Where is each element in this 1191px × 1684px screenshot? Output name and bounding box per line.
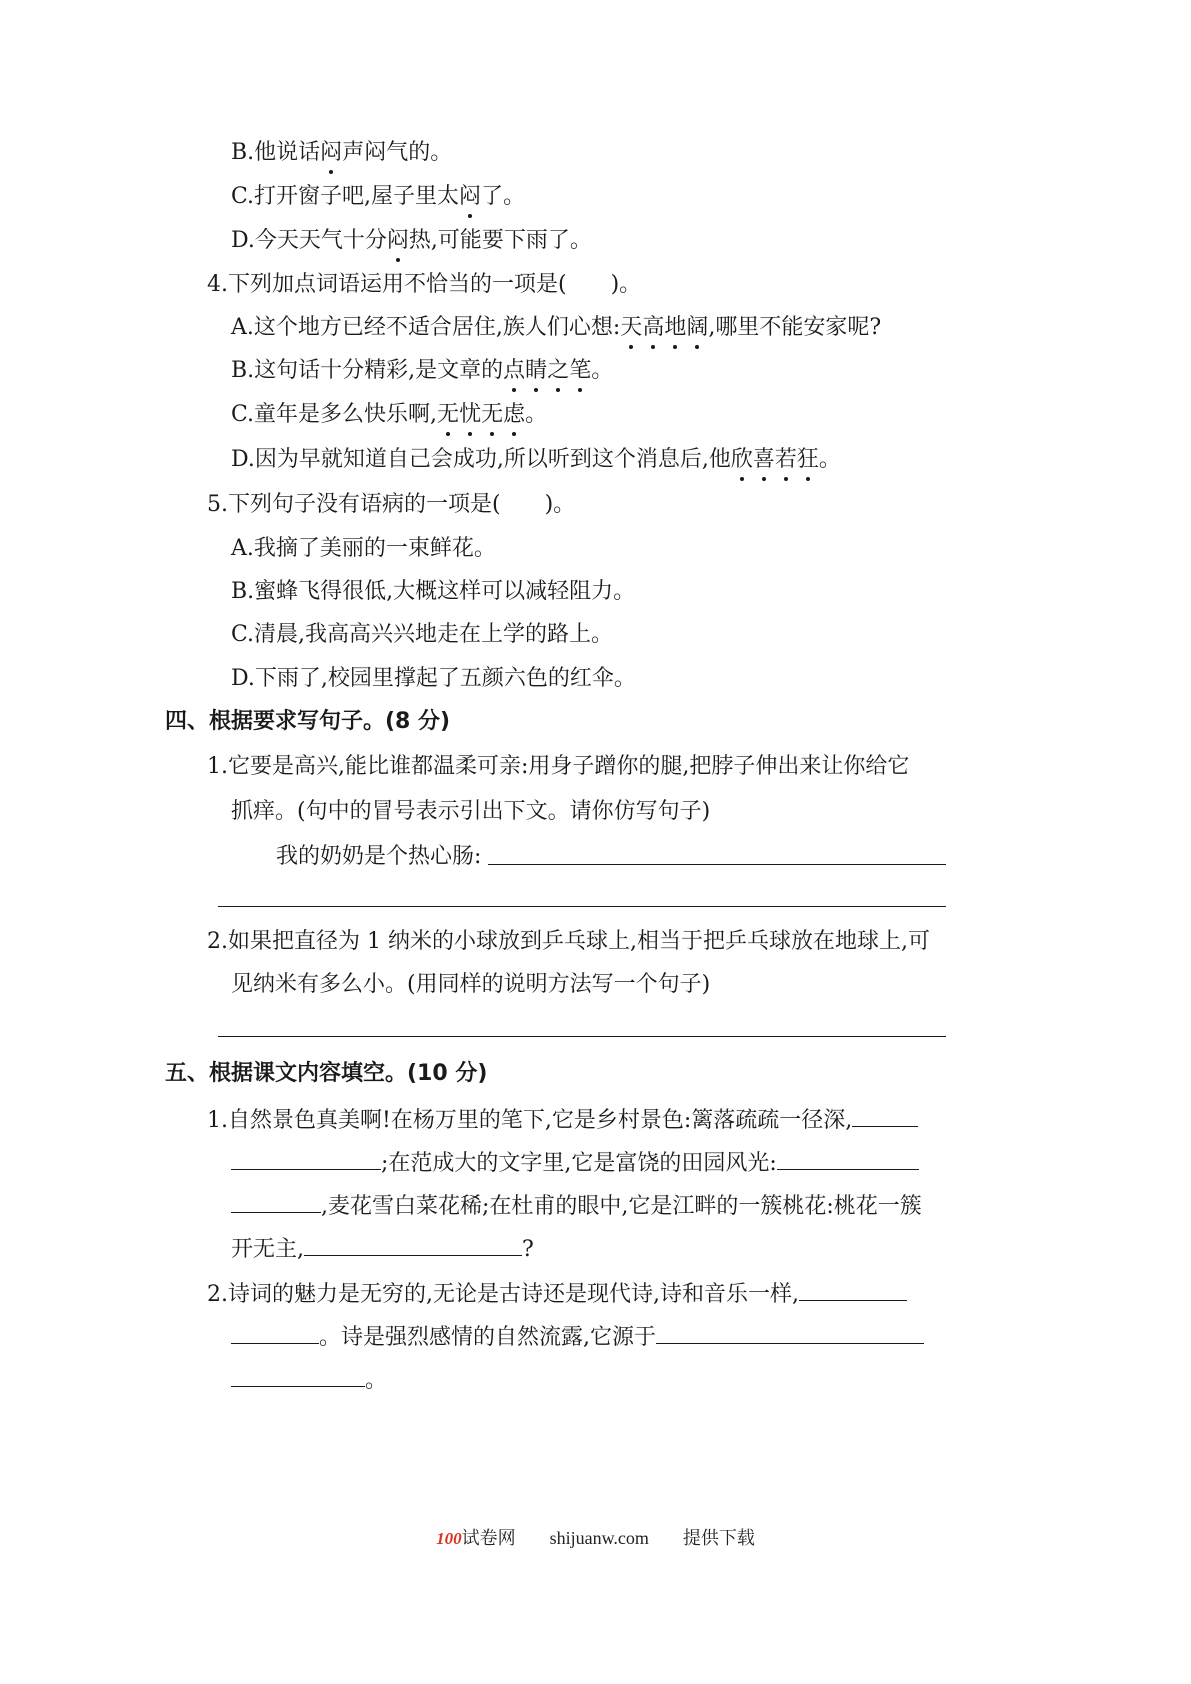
blank-1b[interactable] — [231, 1147, 381, 1170]
q3-option-d: D.今天天气十分闷热,可能要下雨了。 — [231, 226, 592, 256]
s5-q2-line3: 。 — [231, 1364, 387, 1396]
s4-q2-line2: 见纳米有多么小。(用同样的说明方法写一个句子) — [231, 972, 711, 997]
section5-title: 五、根据课文内容填空。(10 分) — [165, 1061, 488, 1086]
q4-option-b: B.这句话十分精彩,是文章的点睛之笔。 — [231, 356, 613, 386]
s5-q2-line2: 。诗是强烈感情的自然流露,它源于 — [231, 1321, 924, 1353]
q5-option-a: A.我摘了美丽的一束鲜花。 — [231, 536, 496, 561]
s5-q1-line4: 开无主, ? — [231, 1233, 534, 1265]
blank-4a[interactable] — [799, 1278, 907, 1301]
s4-q1-answer-line-1[interactable] — [488, 864, 946, 865]
blank-2b[interactable] — [231, 1190, 321, 1213]
blank-2a[interactable] — [777, 1147, 919, 1170]
blank-3[interactable] — [304, 1233, 522, 1256]
site-name: 试卷网 — [461, 1528, 516, 1548]
s4-q1-answer-line-2[interactable] — [218, 906, 946, 907]
q3-option-b: B.他说话闷声闷气的。 — [231, 138, 452, 168]
site-domain[interactable]: shijuanw.com — [549, 1528, 649, 1548]
q5-option-c: C.清晨,我高高兴兴地走在上学的路上。 — [231, 622, 614, 647]
page-footer — [0, 1524, 1191, 1550]
blank-4b[interactable] — [231, 1321, 319, 1344]
q5-stem: 5.下列句子没有语病的一项是( )。 — [207, 492, 576, 517]
blank-5a[interactable] — [656, 1321, 924, 1344]
q4-option-a: A.这个地方已经不适合居住,族人们心想:天高地阔,哪里不能安家呢? — [231, 313, 881, 343]
q3-option-c: C.打开窗子吧,屋子里太闷了。 — [231, 182, 525, 212]
section4-title: 四、根据要求写句子。(8 分) — [165, 709, 451, 734]
site-logo: 100 — [436, 1529, 462, 1548]
download-note: 提供下载 — [682, 1528, 755, 1548]
blank-5b[interactable] — [231, 1364, 365, 1387]
s4-q1-line1: 1.它要是高兴,能比谁都温柔可亲:用身子蹭你的腿,把脖子伸出来让你给它 — [207, 754, 910, 779]
s5-q1-line3: ,麦花雪白菜花稀;在杜甫的眼中,它是江畔的一簇桃花:桃花一簇 — [231, 1190, 922, 1222]
s4-q1-line2: 抓痒。(句中的冒号表示引出下文。请你仿写句子) — [231, 799, 711, 824]
blank-1a[interactable] — [852, 1104, 918, 1127]
s5-q1-line2: ;在范成大的文字里,它是富饶的田园风光: — [231, 1147, 919, 1179]
q4-option-c: C.童年是多么快乐啊,无忧无虑。 — [231, 400, 547, 430]
q5-option-d: D.下雨了,校园里撑起了五颜六色的红伞。 — [231, 666, 636, 691]
q4-option-d: D.因为早就知道自己会成功,所以听到这个消息后,他欣喜若狂。 — [231, 445, 841, 475]
q5-option-b: B.蜜蜂飞得很低,大概这样可以减轻阻力。 — [231, 579, 636, 604]
s4-q2-line1: 2.如果把直径为 1 纳米的小球放到乒乓球上,相当于把乒乓球放在地球上,可 — [207, 929, 930, 954]
s5-q1-line1: 1.自然景色真美啊!在杨万里的笔下,它是乡村景色:篱落疏疏一径深, — [207, 1104, 918, 1136]
s4-q2-answer-line[interactable] — [218, 1036, 946, 1037]
s4-q1-prompt: 我的奶奶是个热心肠: — [276, 844, 482, 869]
s5-q2-line1: 2.诗词的魅力是无穷的,无论是古诗还是现代诗,诗和音乐一样, — [207, 1278, 907, 1310]
q4-stem: 4.下列加点词语运用不恰当的一项是( )。 — [207, 272, 642, 297]
